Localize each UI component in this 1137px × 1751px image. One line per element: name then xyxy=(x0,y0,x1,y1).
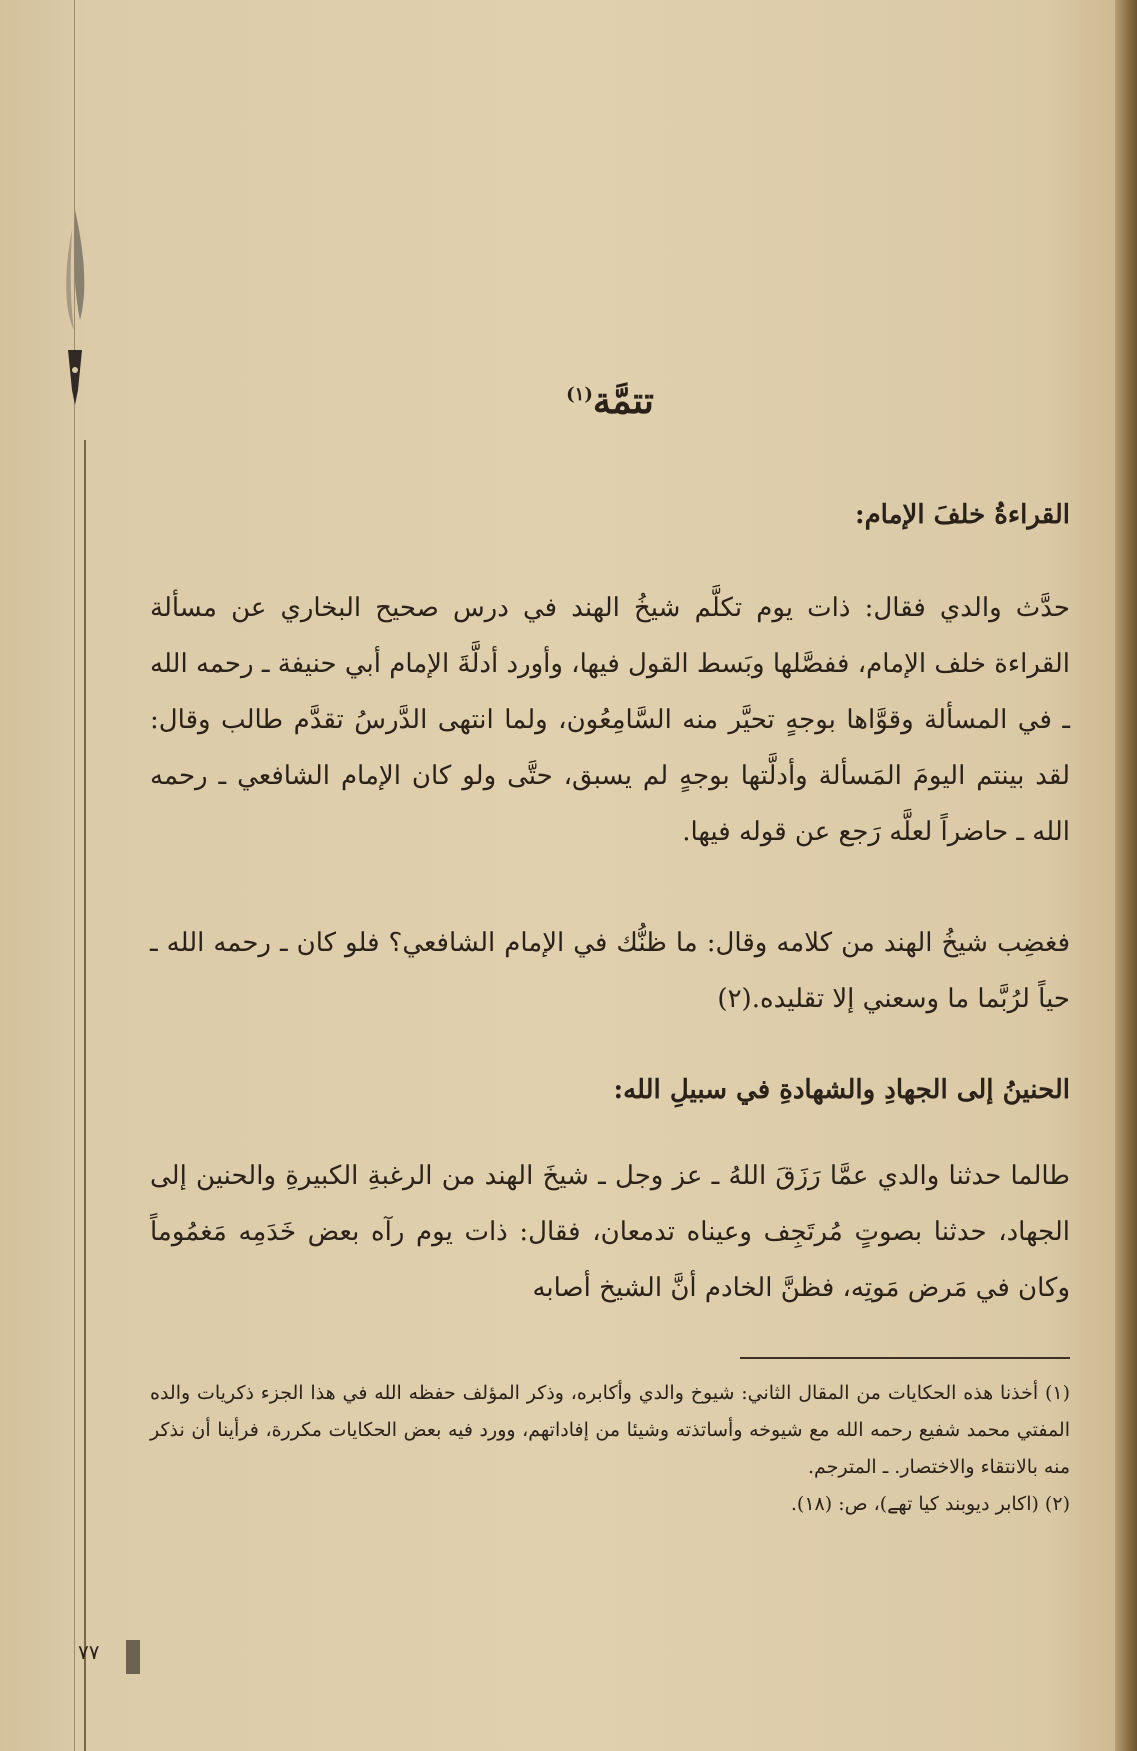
footnotes xyxy=(150,1375,1070,1523)
footnote-2: (٢) (اكابر ديوبند كيا تهے)، ص: (١٨). xyxy=(790,1493,1070,1515)
chapter-footnote-ref: (١) xyxy=(566,384,593,405)
paragraph-text: حدَّث والدي فقال: ذات يوم تكلَّم شيخُ الهند في درس صحيح البخاري عن مسألة القراءة خلف الإمام، ففصَّلها وبَسط القول فيها، وأورد أدلَّةَ الإمام أبي حنيفة ـ رحمه الله ـ في المسألة وقوَّاها بوجهٍ تحيَّر منه السَّامِعُون، ولما انتهى الدَّرسُ تقدَّم طالب وقال: لقد بينتم اليومَ المَسألة وأدلَّتها بوجهٍ لم يسبق، حتَّى ولو كان الإمام الشافعي ـ رحمه الله ـ حاضراً لعلَّه رَجع عن قوله فيها. xyxy=(150,593,1070,847)
paragraph-text: فغضِب شيخُ الهند من كلامه وقال: ما ظنُّك في الإمام الشافعي؟ فلو كان ـ رحمه الله ـ حياً لرُبَّما ما وسعني إلا تقليده.(٢) xyxy=(150,928,1070,1014)
chapter-title xyxy=(150,380,1070,422)
page-number: ٧٧ xyxy=(78,1640,100,1664)
paragraph-recitation-reply xyxy=(150,915,1070,1027)
footnote-1: (١) أخذنا هذه الحكايات من المقال الثاني: شيوخ والدي وأكابره، وذكر المؤلف حفظه الله في هذا الجزء ذكريات والده المفتي محمد شفيع رحمه الله مع شيوخه وأساتذته وشيئا من إفاداتهم، وورد فيه بعض الحكايات مكررة، فرأينا أن نذكر منه بالانتقاء والاختصار. ـ المترجم. xyxy=(150,1382,1070,1478)
margin-rule-inner xyxy=(84,440,86,1751)
paragraph-recitation-story xyxy=(150,580,1070,860)
section-heading-jihad: الحنينُ إلى الجهادِ والشهادةِ في سبيلِ الله: xyxy=(613,1075,1070,1105)
paragraph-jihad-story xyxy=(150,1148,1070,1316)
paragraph-text: طالما حدثنا والدي عمَّا رَزَقَ اللهُ ـ عز وجل ـ شيخَ الهند من الرغبةِ الكبيرةِ والحنين إلى الجهاد، حدثنا بصوتٍ مُرتَجِف وعيناه تدمعان، فقال: ذات يوم رآه بعض خَدَمِه مَغمُوماً وكان في مَرض مَوتِه، فظنَّ الخادم أنَّ الشيخ أصابه xyxy=(150,1161,1070,1303)
chapter-title-text: تتمَّة xyxy=(592,380,654,422)
section-heading-recitation: القراءةُ خلفَ الإمام: xyxy=(854,500,1070,530)
page-number-mark xyxy=(126,1640,140,1674)
page-content xyxy=(150,0,1070,1751)
footnote-divider xyxy=(740,1357,1070,1359)
page-edge xyxy=(1115,0,1137,1751)
pen-ornament-icon xyxy=(58,210,92,440)
